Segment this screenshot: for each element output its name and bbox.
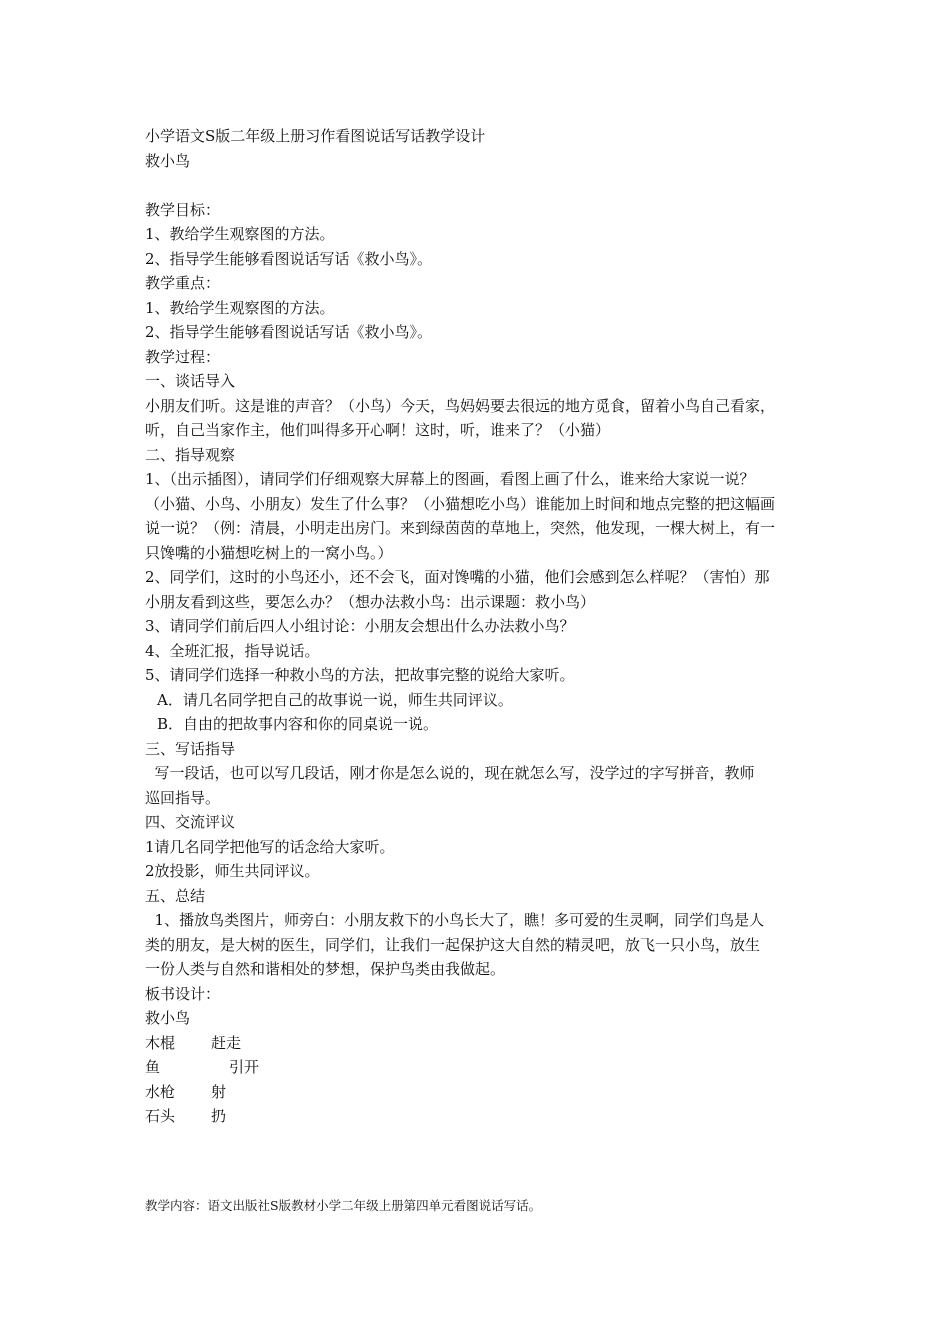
- sub-item-a: A．请几名同学把自己的故事说一说，师生共同评议。: [157, 690, 513, 709]
- paragraph-line: 4、全班汇报，指导说话。: [145, 641, 320, 660]
- board-row: [145, 1104, 813, 1129]
- paragraph-line: 2放投影，师生共同评议。: [145, 862, 320, 880]
- process-heading: 教学过程：: [145, 347, 221, 366]
- board-row: [145, 1031, 813, 1056]
- paragraph-line: 3、请同学们前后四人小组讨论：小朋友会想出什么办法救小鸟？: [145, 617, 575, 635]
- focus-heading: 教学重点：: [145, 274, 221, 292]
- paragraph-line: 5、请同学们选择一种救小鸟的方法，把故事完整的说给大家听。: [145, 666, 575, 684]
- document-subtitle: 救小鸟: [145, 151, 191, 170]
- section-heading-writing: 三、写话指导: [145, 739, 236, 758]
- board-tool: 鱼: [145, 1058, 161, 1076]
- paragraph-line: 小朋友看到这些，要怎么办？（想办法救小鸟：出示课题：救小鸟）: [145, 592, 596, 611]
- paragraph-line: 说一说？（例：清晨，小明走出房门。来到绿茵茵的草地上，突然，他发现，一棵大树上，有一: [145, 519, 776, 537]
- goals-heading: 教学目标：: [145, 200, 221, 219]
- board-tool: 木棍: [145, 1033, 176, 1052]
- board-action: 射: [211, 1082, 227, 1101]
- section-heading-review: 四、交流评议: [145, 813, 236, 831]
- goal-item: 1、教给学生观察图的方法。: [145, 225, 335, 243]
- goal-item: 2、指导学生能够看图说话写话《救小鸟》。: [145, 249, 433, 268]
- board-tool: 水枪: [145, 1082, 176, 1101]
- section-heading-observe: 二、指导观察: [145, 445, 236, 464]
- paragraph-line: 2、同学们，这时的小鸟还小，还不会飞，面对馋嘴的小猫，他们会感到怎么样呢？（害怕）那: [145, 568, 770, 586]
- paragraph-line: 1请几名同学把他写的话念给大家听。: [145, 837, 395, 856]
- board-heading: 板书设计：: [145, 984, 221, 1003]
- paragraph-line: 一份人类与自然和谐相处的梦想，保护鸟类由我做起。: [145, 960, 506, 978]
- board-title: 救小鸟: [145, 1009, 191, 1027]
- board-action: 引开: [229, 1058, 260, 1076]
- paragraph-line: 写一段话，也可以写几段话，刚才你是怎么说的，现在就怎么写，没学过的字写拼音，教师: [145, 764, 755, 782]
- document-title: 小学语文S版二年级上册习作看图说话写话教学设计: [145, 127, 486, 145]
- paragraph-line: 只馋嘴的小猫想吃树上的一窝小鸟。）: [145, 543, 393, 562]
- section-heading-summary: 五、总结: [145, 886, 206, 905]
- sub-item-b: B．自由的把故事内容和你的同桌说一说。: [157, 715, 439, 733]
- section-heading-intro: 一、谈话导入: [145, 372, 236, 390]
- paragraph-line: 1、（出示插图），请同学们仔细观察大屏幕上的图画，看图上画了什么，谁来给大家说一说？: [145, 470, 755, 488]
- board-action: 扔: [211, 1107, 227, 1125]
- focus-item: 2、指导学生能够看图说话写话《救小鸟》。: [145, 323, 433, 341]
- board-row: [145, 1055, 813, 1080]
- focus-item: 1、教给学生观察图的方法。: [145, 298, 335, 317]
- board-row: [145, 1080, 813, 1105]
- board-action: 赶走: [211, 1033, 242, 1052]
- footer-note: 教学内容：语文出版社S版教材小学二年级上册第四单元看图说话写话。: [145, 1198, 542, 1213]
- board-tool: 石头: [145, 1107, 176, 1125]
- paragraph-line: 小朋友们听。这是谁的声音？（小鸟）今天，鸟妈妈要去很远的地方觅食，留着小鸟自己看家，: [145, 396, 776, 415]
- document-body: [145, 124, 813, 1129]
- paragraph-line: 1、播放鸟类图片，师旁白：小朋友救下的小鸟长大了，瞧！多可爱的生灵啊，同学们鸟是人: [145, 911, 765, 929]
- paragraph-line: 类的朋友，是大树的医生，同学们，让我们一起保护这大自然的精灵吧，放飞一只小鸟，放生: [145, 935, 761, 954]
- paragraph-line: （小猫、小鸟、小朋友）发生了什么事？（小猫想吃小鸟）谁能加上时间和地点完整的把这幅画: [145, 494, 776, 513]
- paragraph-line: 巡回指导。: [145, 788, 221, 807]
- blank-line: [145, 173, 813, 198]
- paragraph-line: 听，自己当家作主，他们叫得多开心啊！这时，听，谁来了？（小猫）: [145, 421, 611, 439]
